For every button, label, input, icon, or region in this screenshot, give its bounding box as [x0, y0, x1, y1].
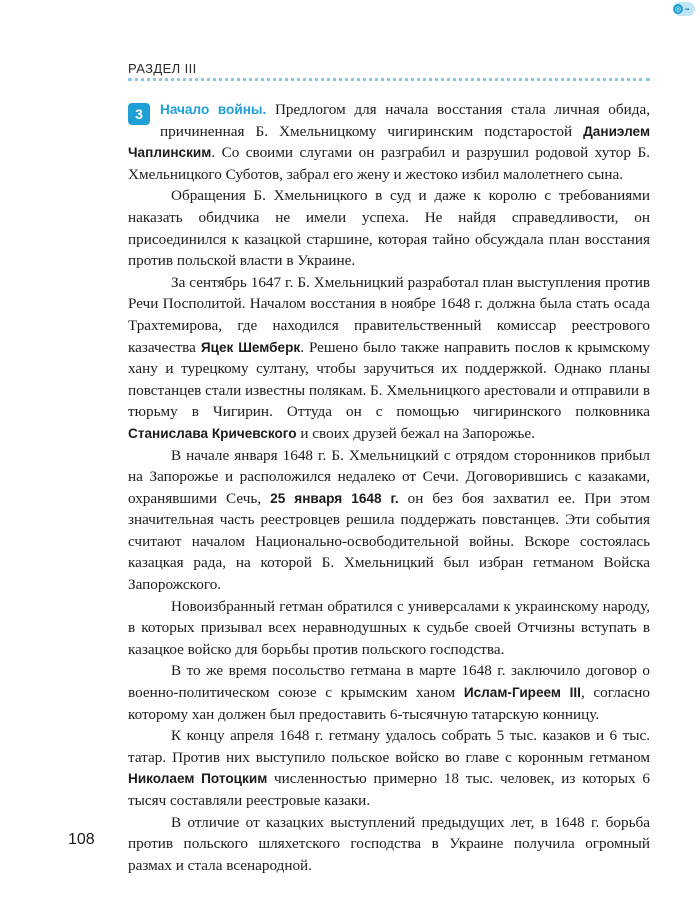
paragraph-4: [128, 445, 650, 596]
paragraph-3: [128, 272, 650, 445]
paragraph-text: . Со своими слугами он разграбил и разрушил родовой хутор Б. Хмельницкого Суботов, забрал его жену и жестоко избил малолетнего сына.: [128, 144, 650, 183]
bold-name: Даниэлем Чаплинским: [128, 123, 650, 161]
bold-name: Яцек Шемберк: [200, 339, 301, 355]
bold-date: 25 января 1648 г.: [270, 490, 399, 506]
paragraph-7: [128, 725, 650, 811]
paragraph-text: . Решено было также направить послов к крымскому хану и турецкому султану, чтобы заручиться их поддержкой. Однако планы повстанцев стали известны полякам. Б. Хмельницкого арестовали и отправили в тюрьму в Чигирин. Оттуда он с помощью чигиринского полковника: [128, 338, 650, 421]
bold-name: Николаем Потоцким: [128, 771, 268, 787]
paragraph-2: Обращения Б. Хмельницкого в суд и даже к королю с требованиями наказать обидчика не имели успеха. Не найдя справедливости, он присоединился к казацкой старшине, которая тайно обсуждала план восстания против польской власти в Украине.: [128, 187, 650, 270]
paragraph-text: численностью примерно 18 тыс. человек, из которых 6 тысяч составляли реестровые казаки.: [128, 770, 650, 809]
paragraph-text: В начале января 1648 г. Б. Хмельницкий с отрядом сторонников прибыл на Запорожье и расположился недалеко от Сечи. Договорившись с казаками, охранявшими Сечь,: [128, 446, 650, 507]
paragraph-text: и своих друзей бежал на Запорожье.: [296, 424, 535, 442]
paragraph-5: Новоизбранный гетман обратился с универсалами к украинскому народу, в которых призывал всех неравнодушных к судьбе своей Отчизны вступать в казацкое войско для борьбы против польского господства.: [128, 597, 650, 658]
paragraph-8: В отличие от казацких выступлений предыдущих лет, в 1648 г. борьба против польского шляхетского господства в Украине получила огромный размах и стала всенародной.: [128, 813, 650, 874]
paragraph-1: [128, 99, 650, 185]
paragraph-text: , согласно которому хан должен был предоставить 6-тысячную татарскую конницу.: [128, 684, 651, 723]
section-number-badge: 3: [128, 103, 150, 125]
publisher-logo: [673, 2, 695, 16]
bold-name: Станислава Кричевского: [128, 425, 297, 441]
subsection-title: Начало войны.: [160, 102, 267, 117]
paragraph-text: К концу апреля 1648 г. гетману удалось собрать 5 тыс. казаков и 6 тыс. татар. Против них выступило польское войско во главе с коронным гетманом: [128, 727, 650, 766]
logo-icon: ◎: [674, 5, 682, 13]
page-number: 108: [68, 831, 95, 848]
dotted-divider: [128, 78, 650, 81]
paragraph-text: Предлогом для начала восстания стала личная обида, причиненная Б. Хмельницкому чигиринским подстаростой: [160, 101, 650, 140]
paragraph-text: За сентябрь 1647 г. Б. Хмельницкий разработал план выступления против Речи Посполитой. Началом восстания в ноябре 1648 г. должна была стать осада Трахтемирова, где находился правительственный комиссар реестрового казачества: [128, 273, 650, 356]
bold-name: Ислам-Гиреем III: [463, 685, 581, 701]
paragraph-6: [128, 660, 650, 725]
logo-mark: ▪▪: [685, 7, 690, 11]
section-header: РАЗДЕЛ III: [128, 61, 197, 76]
article-body: [128, 99, 650, 876]
paragraph-text: В то же время посольство гетмана в марте 1648 г. заключило договор о военно-политическом союзе с крымским ханом: [128, 662, 650, 702]
paragraph-text: он без боя захватил ее. При этом значительная часть реестровцев решила поддержать повстанцев. Эти события считают началом Национально-освободительной войны. Вскоре состоялась казацкая рада, на которой Б. Хмельницкий был избран гетманом Войска Запорожского.: [128, 489, 650, 594]
